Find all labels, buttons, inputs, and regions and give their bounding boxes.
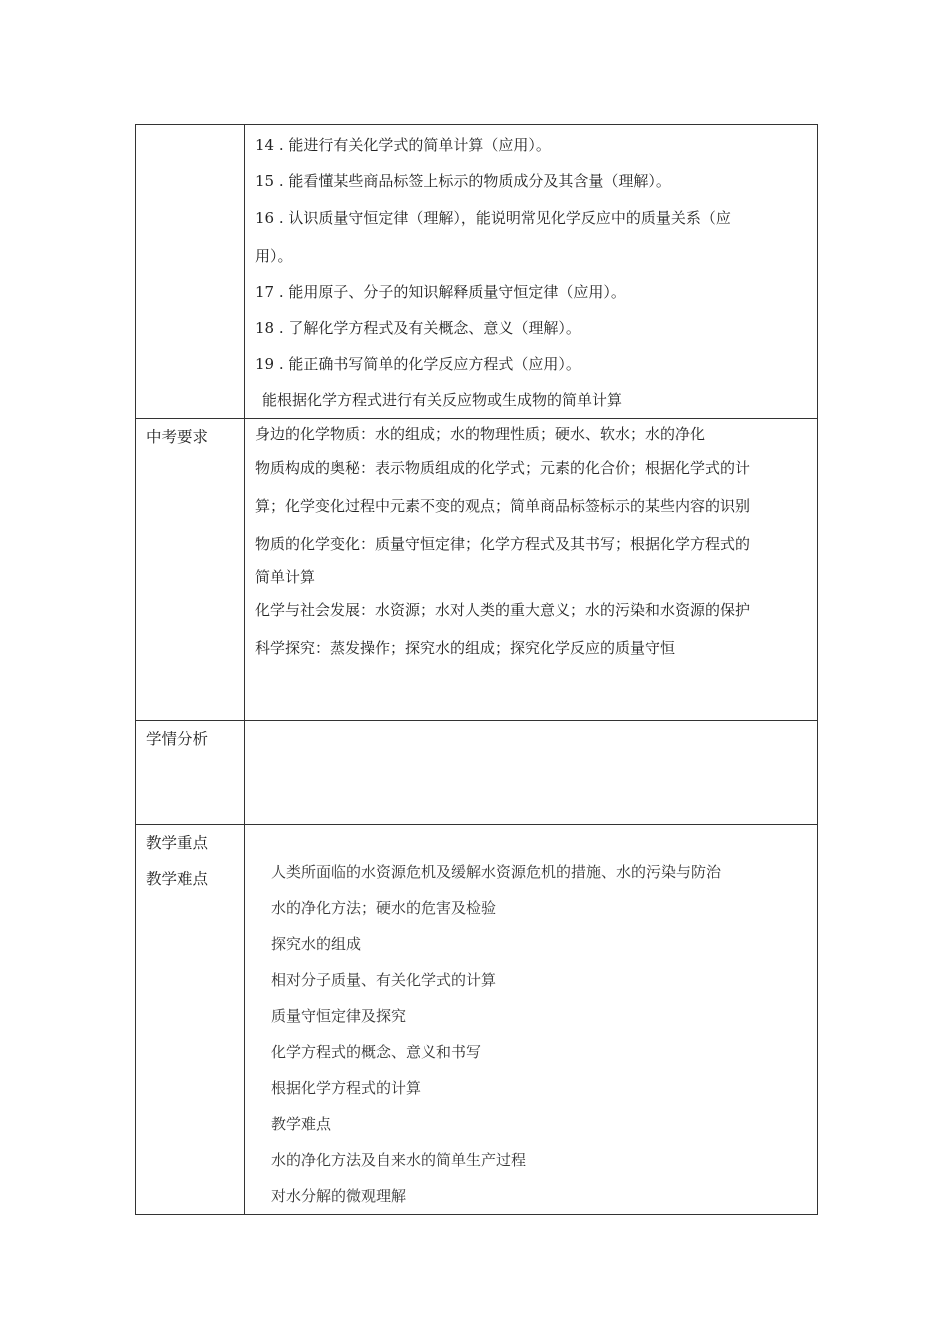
standard-item: 14 . 能进行有关化学式的简单计算（应用）。 xyxy=(255,136,551,154)
focus-line: 化学方程式的概念、意义和书写 xyxy=(271,1043,482,1061)
lesson-plan-table xyxy=(135,124,818,1215)
standard-item: 19 . 能正确书写简单的化学反应方程式（应用）。 xyxy=(255,355,581,373)
exam-label-cell xyxy=(136,419,245,721)
focus-label-cell xyxy=(136,825,245,1215)
exam-content-cell xyxy=(245,419,818,721)
exam-requirements-row xyxy=(136,419,818,721)
focus-line: 根据化学方程式的计算 xyxy=(271,1079,422,1097)
standard-item: 15 . 能看懂某些商品标签上标示的物质成分及其含量（理解）。 xyxy=(255,172,671,190)
exam-requirements-label: 中考要求 xyxy=(146,428,209,446)
standard-item: 能根据化学方程式进行有关反应物或生成物的简单计算 xyxy=(262,391,623,409)
focus-line: 质量守恒定律及探究 xyxy=(271,1007,407,1025)
teaching-focus-row xyxy=(136,825,818,1215)
teaching-difficulty-label: 教学难点 xyxy=(146,870,209,888)
difficulty-line: 水的净化方法及自来水的简单生产过程 xyxy=(271,1151,527,1169)
exam-line: 身边的化学物质：水的组成；水的物理性质；硬水、软水；水的净化 xyxy=(255,425,706,443)
teaching-focus-label: 教学重点 xyxy=(146,834,209,852)
difficulty-line: 对水分解的微观理解 xyxy=(271,1187,407,1205)
focus-content-cell xyxy=(245,825,818,1215)
focus-line: 水的净化方法；硬水的危害及检验 xyxy=(271,899,497,917)
exam-line: 化学与社会发展：水资源；水对人类的重大意义；水的污染和水资源的保护 xyxy=(255,601,751,619)
focus-line: 探究水的组成 xyxy=(271,935,362,953)
standard-item: 17 . 能用原子、分子的知识解释质量守恒定律（应用）。 xyxy=(255,283,626,301)
standard-item-continued: 用）。 xyxy=(255,247,293,265)
exam-line: 算；化学变化过程中元素不变的观点；简单商品标签标示的某些内容的识别 xyxy=(255,497,751,515)
analysis-label-cell xyxy=(136,721,245,825)
standard-item: 16 . 认识质量守恒定律（理解），能说明常见化学反应中的质量关系（应 xyxy=(255,209,731,227)
exam-line: 物质的化学变化：质量守恒定律；化学方程式及其书写；根据化学方程式的 xyxy=(255,535,751,553)
student-analysis-label: 学情分析 xyxy=(146,730,209,748)
exam-line: 科学探究：蒸发操作；探究水的组成；探究化学反应的质量守恒 xyxy=(255,639,676,657)
analysis-content-cell xyxy=(245,721,818,825)
focus-line: 相对分子质量、有关化学式的计算 xyxy=(271,971,497,989)
difficulty-heading: 教学难点 xyxy=(271,1115,332,1133)
standard-item: 18 . 了解化学方程式及有关概念、意义（理解）。 xyxy=(255,319,581,337)
standards-label-cell xyxy=(136,125,245,419)
exam-line: 物质构成的奥秘：表示物质组成的化学式；元素的化合价；根据化学式的计 xyxy=(255,459,751,477)
student-analysis-row xyxy=(136,721,818,825)
exam-line: 简单计算 xyxy=(255,568,316,586)
standards-content-cell xyxy=(245,125,818,419)
standards-row xyxy=(136,125,818,419)
focus-line: 人类所面临的水资源危机及缓解水资源危机的措施、水的污染与防治 xyxy=(271,863,722,881)
